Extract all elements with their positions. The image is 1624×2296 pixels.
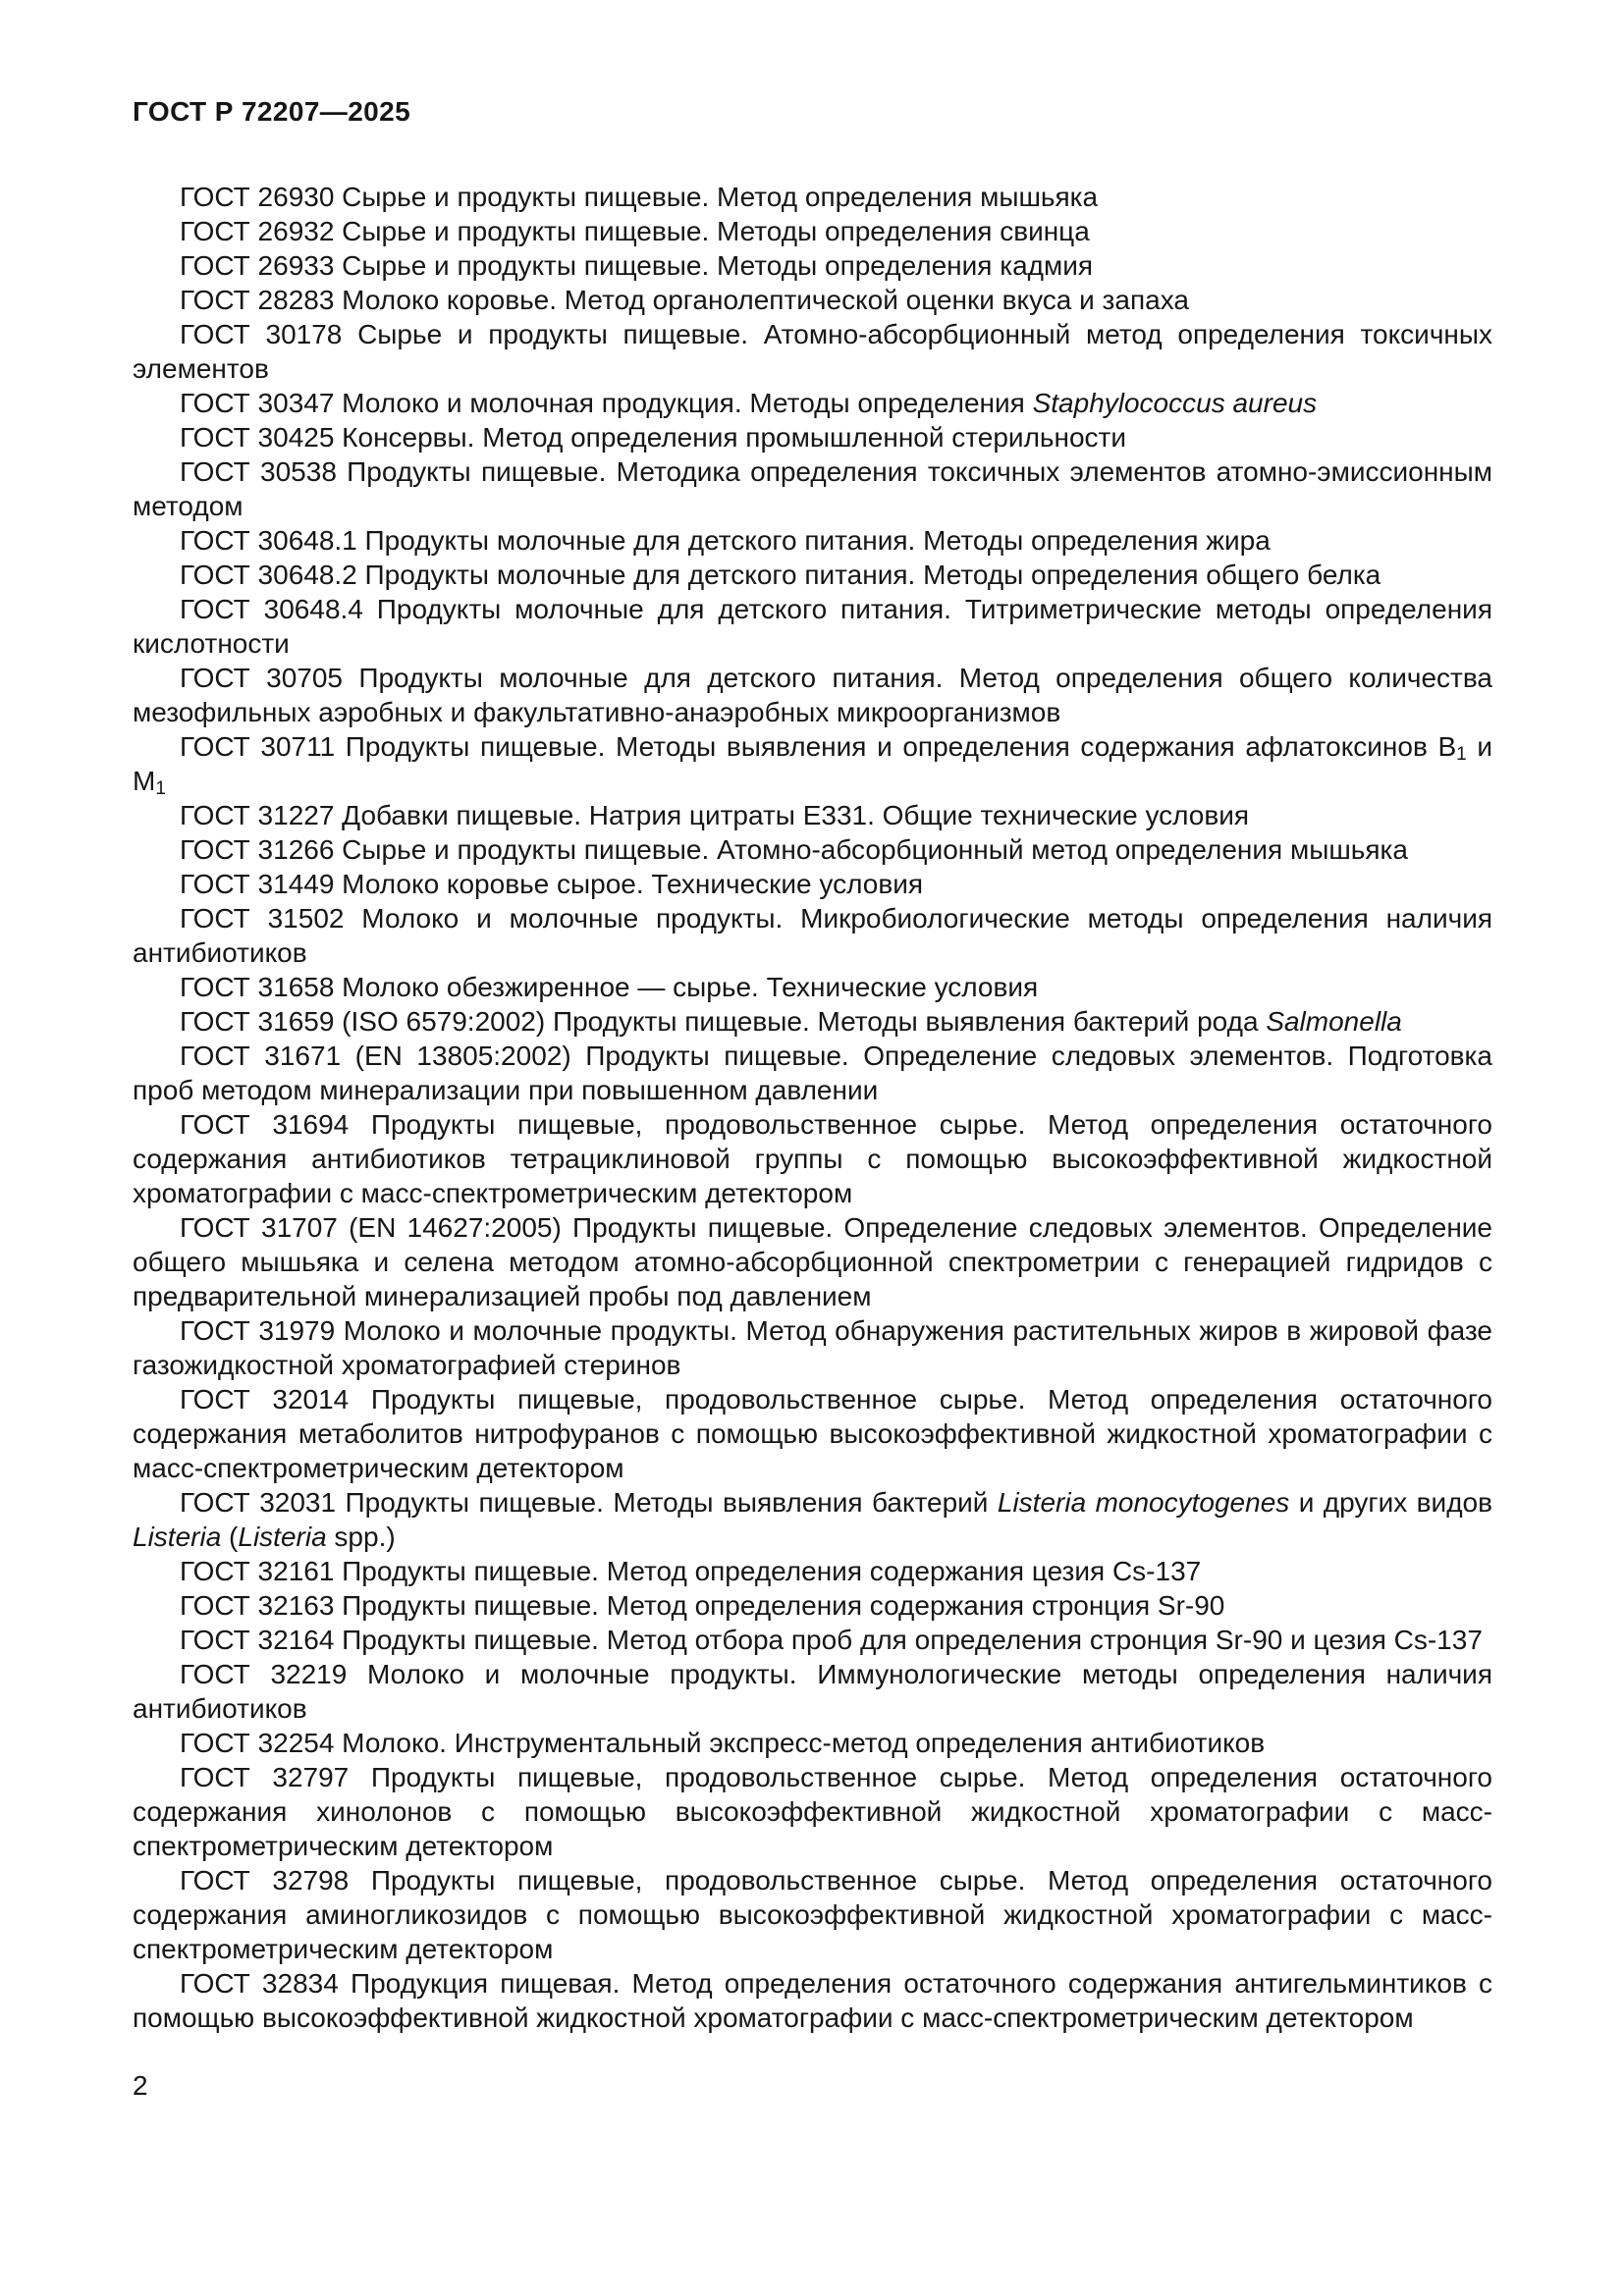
reference-text: ГОСТ 32219 Молоко и молочные продукты. Иммунологические методы определения наличия антибиотиков — [133, 1659, 1492, 1724]
reference-text: ГОСТ 32797 Продукты пищевые, продовольственное сырье. Метод определения остаточного содержания хинолонов с помощью высокоэффективной жидкостной хроматографии с масс-спектрометрическим детектором — [133, 1762, 1492, 1861]
reference-text: ( — [221, 1522, 239, 1552]
reference-paragraph — [133, 798, 1492, 832]
reference-paragraph — [133, 454, 1492, 523]
reference-paragraph — [133, 1588, 1492, 1623]
reference-paragraph — [133, 1382, 1492, 1485]
reference-paragraph — [133, 523, 1492, 558]
reference-text: ГОСТ 32164 Продукты пищевые. Метод отбора проб для определения стронция Sr-90 и цезия Cs-137 — [180, 1625, 1483, 1655]
reference-text: и других видов — [1289, 1487, 1492, 1518]
reference-text: ГОСТ 32834 Продукция пищевая. Метод определения остаточного содержания антигельминтиков с помощью высокоэффективной жидкостной хроматографии с масс-спектрометрическим детектором — [133, 1968, 1492, 2033]
reference-text: ГОСТ 31694 Продукты пищевые, продовольственное сырье. Метод определения остаточного содержания антибиотиков тетрациклиновой группы с помощью высокоэффективной жидкостной хроматографии с масс-спектрометрическим детектором — [133, 1109, 1492, 1208]
reference-text: ГОСТ 32161 Продукты пищевые. Метод определения содержания цезия Cs-137 — [180, 1556, 1202, 1586]
latin-species-name: Listeria — [238, 1522, 327, 1552]
reference-text: ГОСТ 30648.4 Продукты молочные для детского питания. Титриметрические методы определения кислотности — [133, 594, 1492, 659]
document-code-header: ГОСТ Р 72207—2025 — [133, 96, 411, 127]
reference-text: ГОСТ 30347 Молоко и молочная продукция. Методы определения — [180, 388, 1033, 418]
reference-text: ГОСТ 31658 Молоко обезжиренное — сырье. Технические условия — [180, 972, 1039, 1002]
reference-paragraph — [133, 1210, 1492, 1313]
reference-text: ГОСТ 26933 Сырье и продукты пищевые. Методы определения кадмия — [180, 250, 1094, 281]
reference-text: ГОСТ 32798 Продукты пищевые, продовольственное сырье. Метод определения остаточного содержания аминогликозидов с помощью высокоэффективной жидкостной хроматографии с масс-спектрометрическим детектором — [133, 1865, 1492, 1964]
reference-paragraph — [133, 248, 1492, 283]
latin-species-name: Listeria monocytogenes — [997, 1487, 1290, 1518]
reference-paragraph — [133, 180, 1492, 214]
reference-text: ГОСТ 31449 Молоко коровье сырое. Технические условия — [180, 869, 923, 899]
reference-text: ГОСТ 26930 Сырье и продукты пищевые. Метод определения мышьяка — [180, 182, 1099, 212]
reference-paragraph — [133, 1554, 1492, 1588]
reference-text: ГОСТ 31502 Молоко и молочные продукты. Микробиологические методы определения наличия антибиотиков — [133, 903, 1492, 968]
reference-paragraph — [133, 729, 1492, 798]
reference-text: ГОСТ 32163 Продукты пищевые. Метод определения содержания стронция Sr-90 — [180, 1590, 1225, 1621]
reference-paragraph — [133, 1623, 1492, 1657]
reference-paragraph — [133, 214, 1492, 248]
latin-species-name: Salmonella — [1266, 1006, 1402, 1037]
reference-text: ГОСТ 30425 Консервы. Метод определения промышленной стерильности — [180, 422, 1126, 453]
reference-paragraph — [133, 832, 1492, 867]
reference-text: ГОСТ 31979 Молоко и молочные продукты. Метод обнаружения растительных жиров в жировой фазе газожидкостной хроматографией стеринов — [133, 1315, 1492, 1380]
reference-paragraph — [133, 1107, 1492, 1210]
reference-paragraph — [133, 420, 1492, 454]
reference-text: ГОСТ 31266 Сырье и продукты пищевые. Атомно-абсорбционный метод определения мышьяка — [180, 834, 1408, 865]
reference-paragraph — [133, 661, 1492, 729]
reference-text: ГОСТ 32031 Продукты пищевые. Методы выявления бактерий — [180, 1487, 998, 1518]
reference-paragraph — [133, 1760, 1492, 1863]
reference-text: ГОСТ 30711 Продукты пищевые. Методы выявления и определения содержания афлатоксинов В — [180, 731, 1457, 762]
reference-text: и М — [133, 731, 1493, 796]
reference-text: spp.) — [326, 1522, 396, 1552]
subscript-index: 1 — [155, 778, 166, 800]
reference-paragraph — [133, 1863, 1492, 1966]
reference-paragraph — [133, 317, 1492, 386]
reference-paragraph — [133, 1039, 1492, 1107]
reference-paragraph — [133, 1313, 1492, 1382]
reference-text: ГОСТ 32254 Молоко. Инструментальный экспресс-метод определения антибиотиков — [180, 1728, 1266, 1758]
reference-text: ГОСТ 30178 Сырье и продукты пищевые. Атомно-абсорбционный метод определения токсичных элементов — [133, 319, 1492, 384]
reference-paragraph — [133, 1004, 1492, 1039]
reference-text: ГОСТ 30648.1 Продукты молочные для детского питания. Методы определения жира — [180, 525, 1271, 556]
latin-species-name: Staphylococcus aureus — [1032, 388, 1318, 418]
latin-species-name: Listeria — [133, 1522, 222, 1552]
standards-list — [133, 180, 1492, 2035]
reference-text: ГОСТ 31707 (EN 14627:2005) Продукты пищевые. Определение следовых элементов. Определение общего мышьяка и селена методом атомно-абсорбционной спектрометрии с генерацией гидридов с предварительной минерализацией пробы под давлением — [133, 1212, 1492, 1311]
reference-paragraph — [133, 1966, 1492, 2035]
reference-text: ГОСТ 30705 Продукты молочные для детского питания. Метод определения общего количества мезофильных аэробных и факультативно-анаэробных микроорганизмов — [133, 663, 1492, 727]
reference-paragraph — [133, 867, 1492, 901]
reference-text: ГОСТ 31659 (ISO 6579:2002) Продукты пищевые. Методы выявления бактерий рода — [180, 1006, 1267, 1037]
page-number: 2 — [133, 2070, 148, 2101]
reference-text: ГОСТ 32014 Продукты пищевые, продовольственное сырье. Метод определения остаточного содержания метаболитов нитрофуранов с помощью высокоэффективной жидкостной хроматографии с масс-спектрометрическим детектором — [133, 1384, 1492, 1483]
reference-text: ГОСТ 28283 Молоко коровье. Метод органолептической оценки вкуса и запаха — [180, 285, 1189, 315]
reference-text: ГОСТ 31227 Добавки пищевые. Натрия цитраты Е331. Общие технические условия — [180, 800, 1250, 830]
reference-paragraph — [133, 386, 1492, 420]
reference-text: ГОСТ 30538 Продукты пищевые. Методика определения токсичных элементов атомно-эмиссионным методом — [133, 456, 1492, 521]
reference-text: ГОСТ 30648.2 Продукты молочные для детского питания. Методы определения общего белка — [180, 560, 1381, 590]
subscript-index: 1 — [1456, 744, 1467, 766]
reference-text: ГОСТ 31671 (EN 13805:2002) Продукты пищевые. Определение следовых элементов. Подготовка проб методом минерализации при повышенном давлении — [133, 1041, 1492, 1105]
reference-paragraph — [133, 901, 1492, 970]
reference-paragraph — [133, 970, 1492, 1004]
reference-paragraph — [133, 283, 1492, 317]
reference-text: ГОСТ 26932 Сырье и продукты пищевые. Методы определения свинца — [180, 216, 1090, 246]
reference-paragraph — [133, 1657, 1492, 1726]
reference-paragraph — [133, 558, 1492, 592]
reference-paragraph — [133, 1485, 1492, 1554]
reference-paragraph — [133, 1726, 1492, 1760]
reference-paragraph — [133, 592, 1492, 661]
